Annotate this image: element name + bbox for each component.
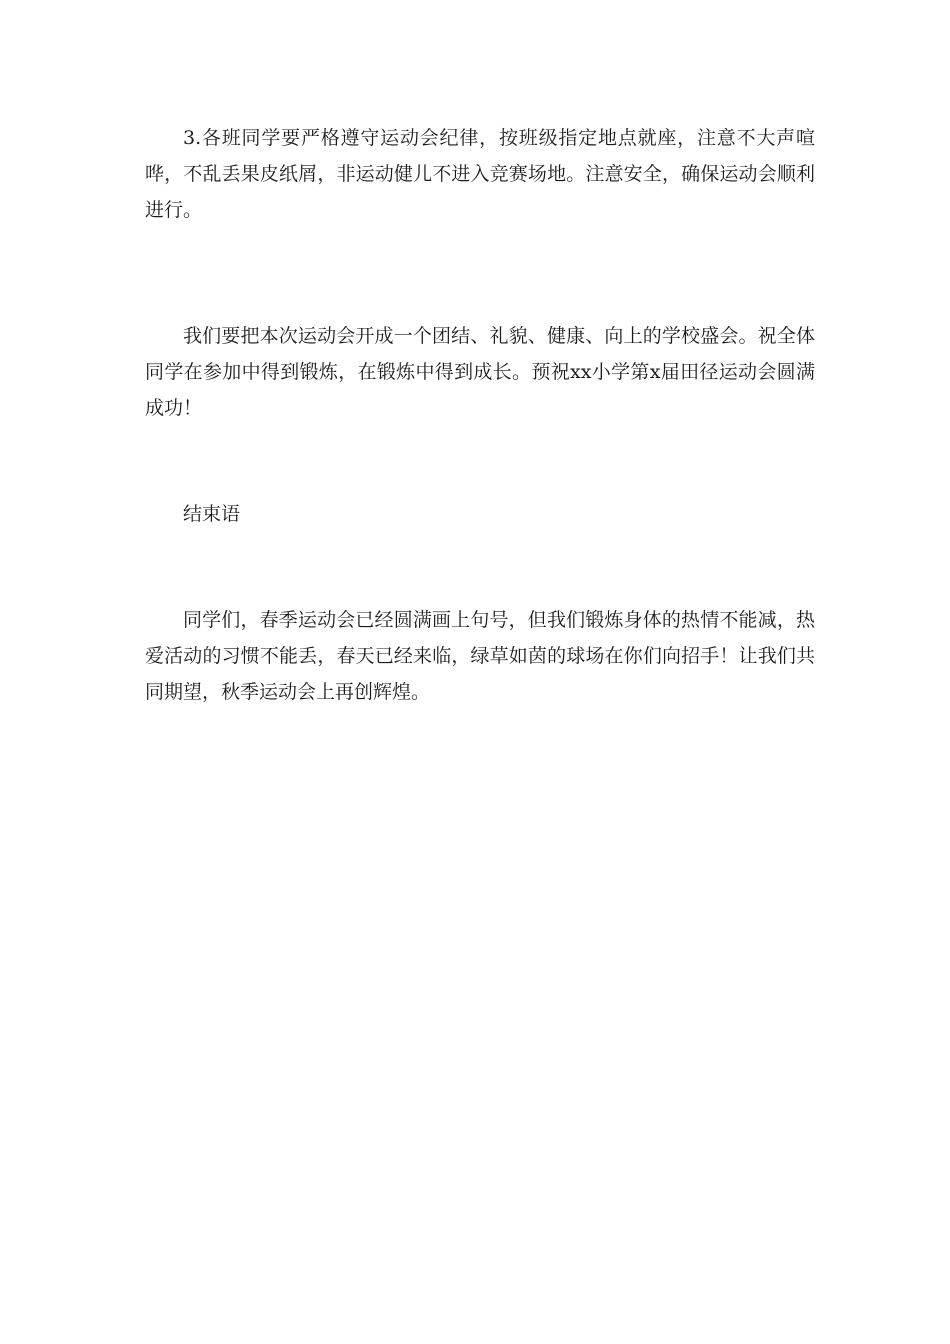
- section-heading-closing: 结束语: [183, 503, 241, 525]
- paragraph-wishes: 我们要把本次运动会开成一个团结、礼貌、健康、向上的学校盛会。祝全体同学在参加中得到锻炼，在锻炼中得到成长。预祝xx小学第x届田径运动会圆满成功！: [145, 325, 815, 419]
- paragraph-discipline-rule: 3.各班同学要严格遵守运动会纪律，按班级指定地点就座，注意不大声喧哗，不乱丢果皮纸屑，非运动健儿不进入竞赛场地。注意安全，确保运动会顺利进行。: [145, 127, 815, 221]
- paragraph-closing: 同学们，春季运动会已经圆满画上句号，但我们锻炼身体的热情不能减，热爱活动的习惯不能丢，春天已经来临，绿草如茵的球场在你们向招手！让我们共同期望，秋季运动会上再创辉煌。: [145, 609, 815, 703]
- document-body: [145, 120, 815, 710]
